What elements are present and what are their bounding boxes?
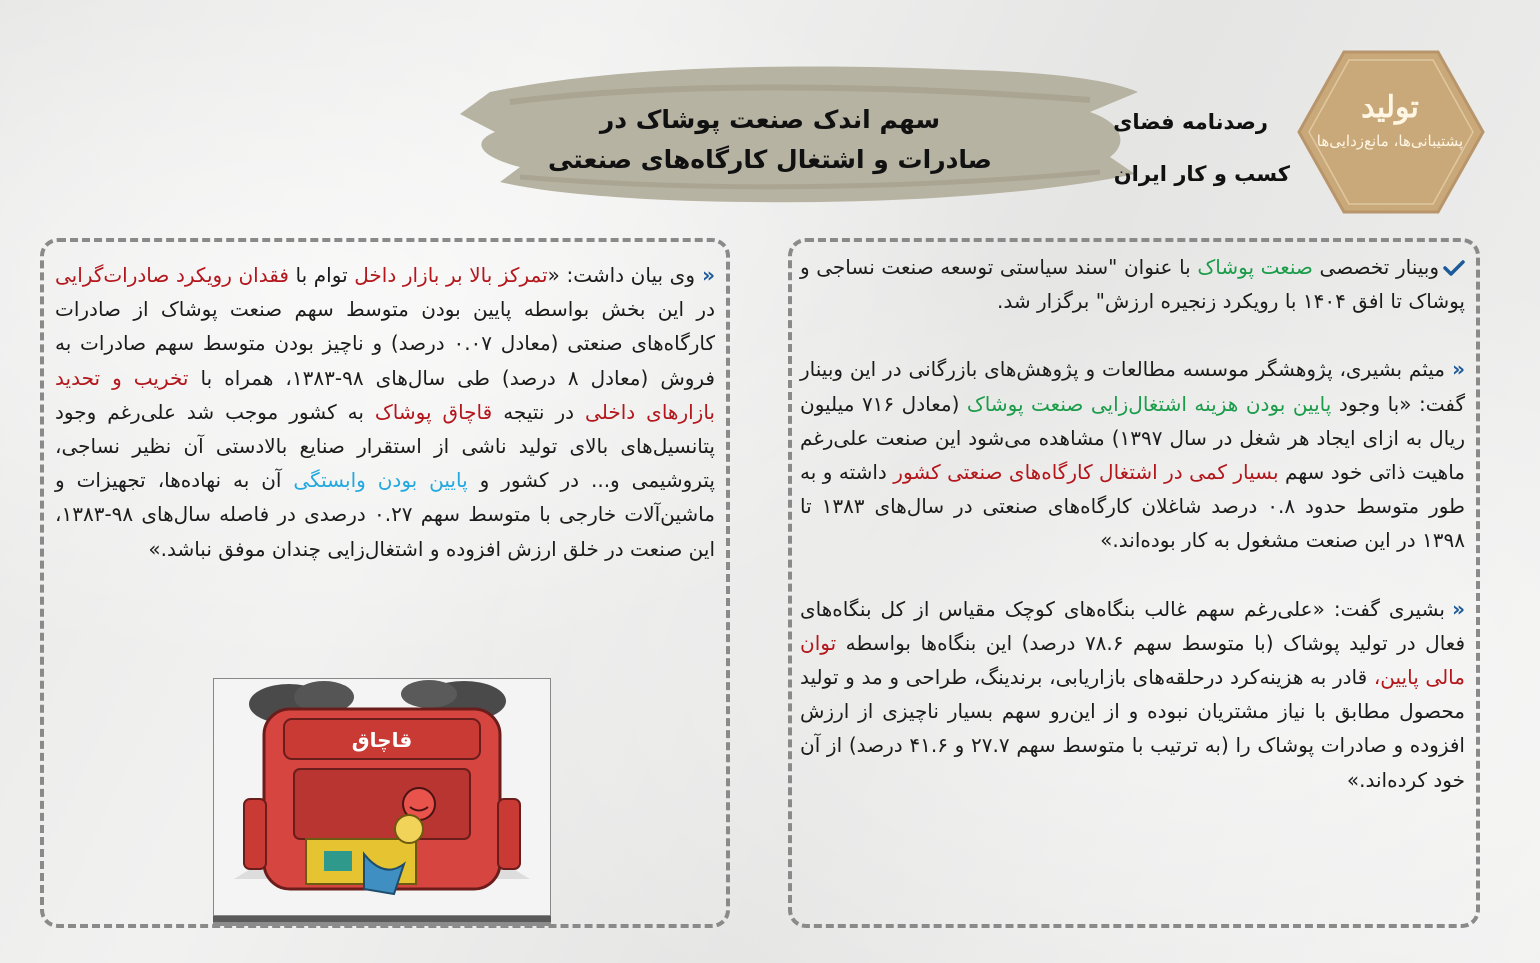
right-column-text [800,250,1465,797]
logo-title: تولید [1361,90,1419,125]
paragraph-bashiri-1: «میثم بشیری، پژوهشگر موسسه مطالعات و پژوهش‌های بازرگانی در این وبینار گفت: «با وجود پایین بودن هزینه اشتغال‌زایی صنعت پوشاک (معادل ۷۱۶ میلیون ریال به ازای ایجاد هر شغل در سال ۱۳۹۷) مشاهده می‌شود این صنعت علی‌رغم ماهیت ذاتی خود سهم بسیار کمی در اشتغال کارگاه‌های صنعتی کشور داشته و به طور متوسط حدود ۰.۸ درصد شاغلان کارگاه‌های صنعتی در سال‌های ۱۳۸۳ تا ۱۳۹۸ در این صنعت مشغول به کار بوده‌اند.» [800,352,1465,557]
double-chevron-icon: « [1452,596,1465,621]
logo-text [1305,88,1475,154]
headline-line-2: صادرات و اشتغال کارگاه‌های صنعتی [548,145,992,174]
highlight-text: تمرکز بالا بر بازار داخل [354,263,548,287]
highlight-text: فقدان رویکرد صادرات‌گرایی [55,263,289,287]
highlight-text: توان مالی پایین، [800,630,1465,690]
page-headline [520,100,1020,180]
brand-line-2: کسب و کار ایران [1113,162,1290,186]
cartoon-drawing [214,679,550,915]
publication-brand [1100,96,1290,200]
logo-subtitle: پشتیبانی‌ها، مانع‌زدایی‌ها [1316,132,1464,150]
paragraph-bashiri-2: «بشیری گفت: «علی‌رغم سهم غالب بنگاه‌های کوچک مقیاس از کل بنگاه‌های فعال در تولید پوشاک (با متوسط سهم ۷۸.۶ درصد) این بنگاه‌ها بواسطه توان مالی پایین، قادر به هزینه‌کرد درحلقه‌های بازاریابی، برندینگ، طراحی و مد و تولید محصول مطابق با نیاز مشتریان نبوده و از این‌رو سهم بسیار ناچیزی از ارزش افزوده و صادرات پوشاک را (به ترتیب با متوسط سهم ۲۷.۷ و ۴۱.۶ درصد) از آن خود کرده‌اند.» [800,592,1465,797]
brand-line-1: رصدنامه فضای [1113,110,1268,134]
highlight-text: پایین بودن هزینه اشتغال‌زایی صنعت پوشاک [966,391,1332,416]
highlight-text: صنعت پوشاک [1197,255,1313,279]
headline-line-1: سهم اندک صنعت پوشاک در [599,105,941,134]
left-column-text [55,258,715,566]
cartoon-sign-text: قاچاق [351,728,413,752]
highlight-text: پایین بودن وابستگی [293,468,468,493]
paragraph-webinar: وبینار تخصصی صنعت پوشاک با عنوان "سند سیاستی توسعه صنعت نساجی و پوشاک تا افق ۱۴۰۴ با رویکرد زنجیره ارزش" برگزار شد. [800,255,1465,314]
double-chevron-icon: « [1452,357,1465,382]
highlight-text: قاچاق پوشاک [374,399,493,424]
smuggling-cartoon [213,678,551,916]
paragraph-statement: «وی بیان داشت: «تمرکز بالا بر بازار داخل توام با فقدان رویکرد صادرات‌گرایی در این بخش بواسطه پایین بودن متوسط سهم صنعت پوشاک از صادرات کارگاه‌های صنعتی (معادل ۰.۰۷ درصد) و ناچیز بودن متوسط سهم صادرات به فروش (معادل ۸ درصد) طی سال‌های ۹۸-۱۳۸۳، همراه با تخریب و تحدید بازارهای داخلی در نتیجه قاچاق پوشاک به کشور موجب شد علی‌رغم وجود پتانسیل‌های بالای تولید ناشی از استقرار صنایع بالادستی آن نظیر نساجی، پتروشیمی و... در کشور و پایین بودن وابستگی آن به نهاده‌ها، تجهیزات و ماشین‌آلات خارجی با متوسط سهم ۰.۲۷ درصدی در فاصله سال‌های ۹۸-۱۳۸۳، این صنعت در خلق ارزش افزوده و اشتغال‌زایی چندان موفق نباشد.» [55,258,715,566]
double-chevron-icon: « [702,263,715,287]
check-icon [1443,260,1465,276]
highlight-text: بسیار کمی در اشتغال کارگاه‌های صنعتی کشور [893,460,1279,485]
highlight-text: تخریب و تحدید بازارهای داخلی [55,365,715,424]
